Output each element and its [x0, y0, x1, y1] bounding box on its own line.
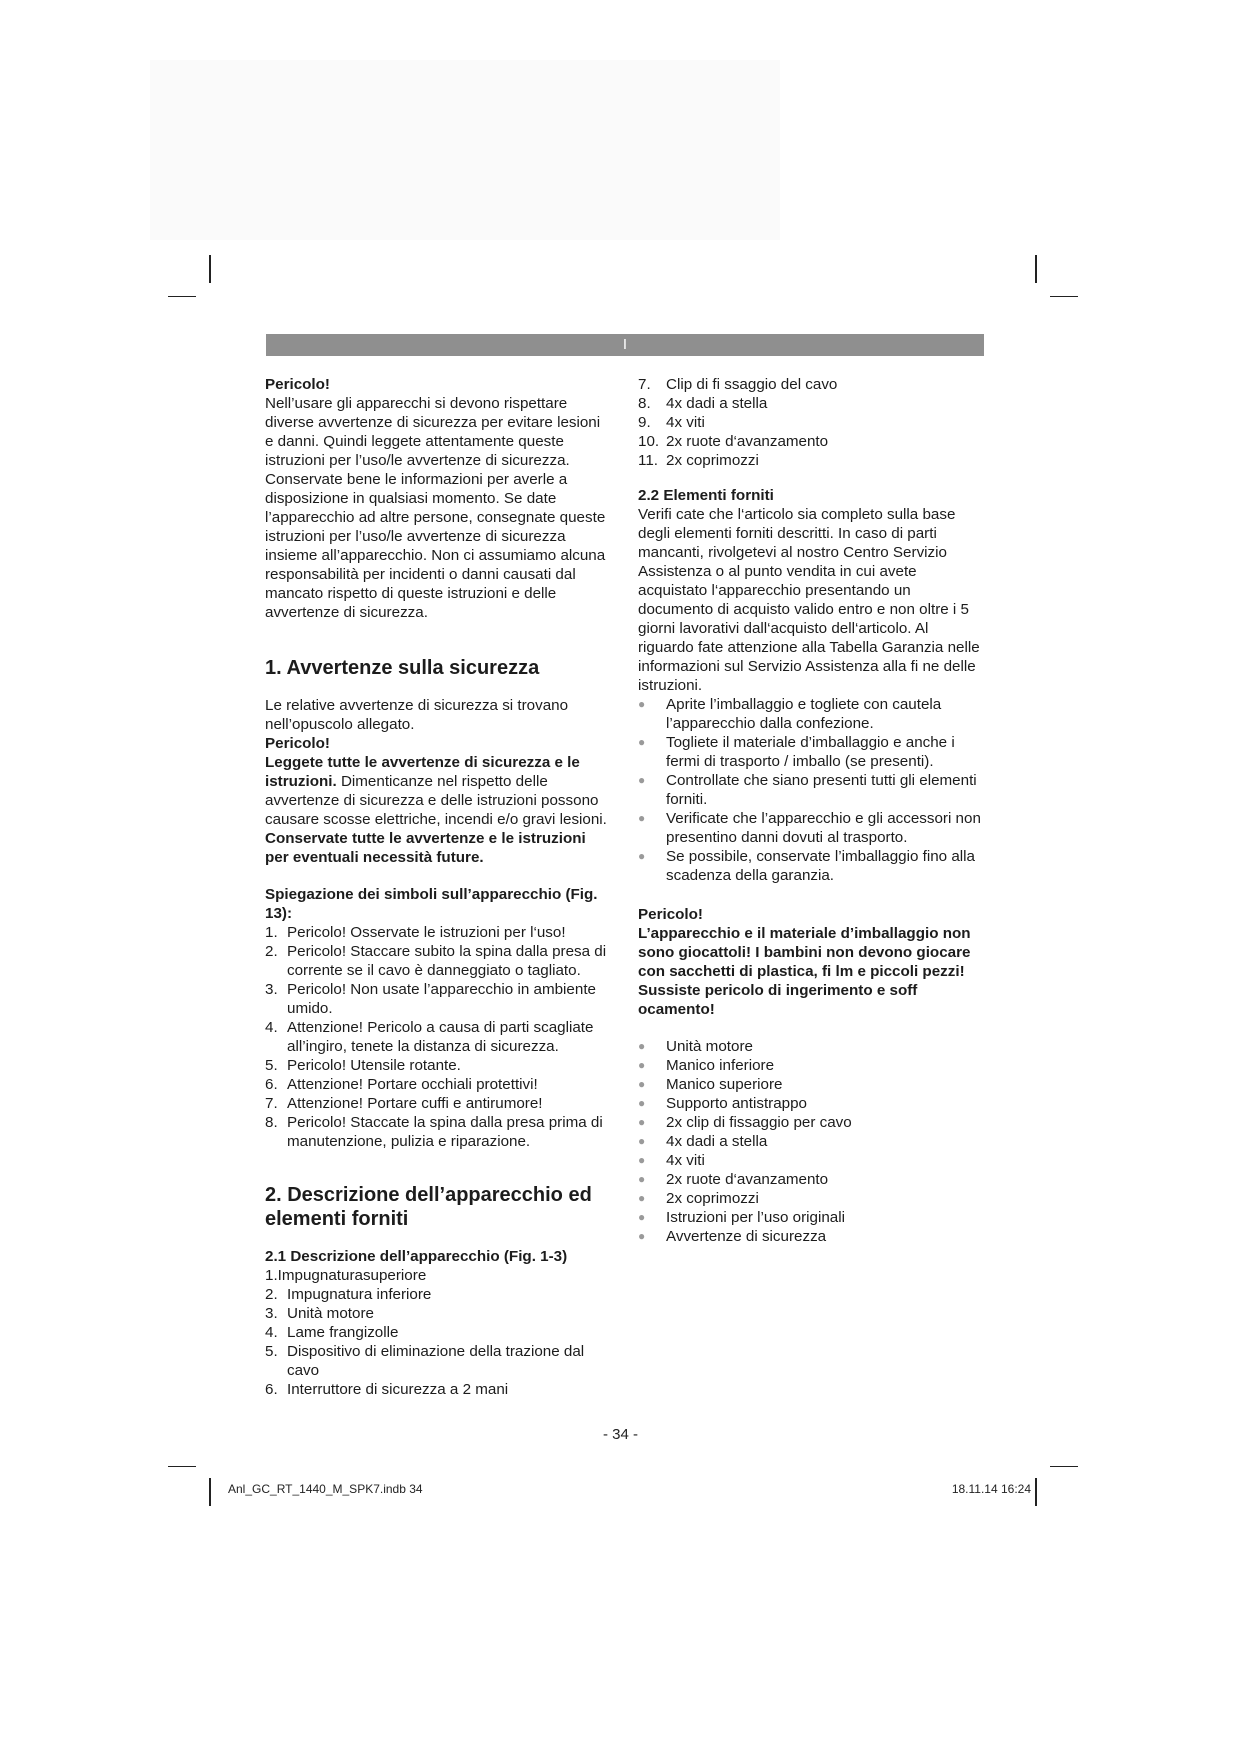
item-number: 8. [265, 1114, 278, 1131]
list-item [265, 1075, 610, 1094]
list-item [638, 1075, 983, 1094]
item-text: 2x clip di fissaggio per cavo [666, 1114, 852, 1131]
item-number: 6. [265, 1381, 278, 1398]
list-item [265, 1018, 610, 1056]
item-text: Pericolo! Non usate l’apparecchio in ambiente umido. [287, 981, 596, 1017]
item-number: 10. [638, 433, 660, 450]
list-item [265, 923, 610, 942]
item-number: 4. [265, 1324, 278, 1341]
scan-shadow [150, 60, 780, 240]
item-text: Attenzione! Portare occhiali protettivi! [287, 1076, 538, 1093]
list-item [638, 1227, 983, 1246]
bullet-icon: ● [638, 1172, 646, 1186]
section-1-title: 1. Avvertenze sulla sicurezza [265, 657, 540, 679]
item-number: 4. [265, 1019, 278, 1036]
list-item [638, 1208, 983, 1227]
section-1-text: Le relative avvertenze di sicurezza si trovano nell’opuscolo allegato. [265, 697, 569, 733]
subsection-2-2-text: Verifi cate che l‘articolo sia completo sulla base degli elementi forniti descritti. In caso di parti mancanti, rivolgetevi al nostro Centro Servizio Assistenza o al punto vendita in cui avete acquistato l‘apparecchio presentando un documento di acquisto valido entro e non oltre i 5 giorni lavorativi dall‘acquisto dell‘articolo. Al riguardo fate attenzione alla Tabella Garanzia nelle informazioni sul Servizio Assistenza alla fi ne delle istruzioni. [638, 506, 980, 694]
bullet-icon: ● [638, 1039, 646, 1053]
item-text: Pericolo! Utensile rotante. [287, 1057, 461, 1074]
item-text: Togliete il materiale d’imballaggio e anche i fermi di trasporto / imballo (se presenti). [666, 734, 955, 770]
crop-mark-bottom-right-h [1050, 1466, 1078, 1467]
bullet-icon: ● [638, 1229, 646, 1243]
item-text: Manico superiore [666, 1076, 783, 1093]
subsection-2-2-title: 2.2 Elementi forniti [638, 487, 774, 504]
item-number: 1. [265, 1267, 278, 1284]
item-text: Se possibile, conservate l’imballaggio fino alla scadenza della garanzia. [666, 848, 975, 884]
item-text: 4x dadi a stella [666, 1133, 768, 1150]
bullet-icon: ● [638, 735, 646, 749]
item-number: 3. [265, 981, 278, 998]
keep-instructions-bold: Conservate tutte le avvertenze e le istruzioni per eventuali necessità future. [265, 830, 586, 866]
crop-mark-bottom-right-v [1035, 1478, 1037, 1506]
list-item [638, 1094, 983, 1113]
list-item [265, 1266, 610, 1285]
read-instructions-paragraph [265, 753, 610, 829]
bullet-icon: ● [638, 811, 646, 825]
read-instructions-text: Dimenticanze nel rispetto delle avvertenze di sicurezza e delle istruzioni possono causare scosse elettriche, incendi e/o gravi lesioni. [265, 773, 607, 828]
list-item [638, 1113, 983, 1132]
bullet-icon: ● [638, 1210, 646, 1224]
item-text: Unità motore [666, 1038, 753, 1055]
unpacking-steps [638, 695, 983, 885]
list-item [638, 451, 983, 470]
bullet-icon: ● [638, 1077, 646, 1091]
item-text: Attenzione! Portare cuffi e antirumore! [287, 1095, 543, 1112]
page-number: - 34 - [602, 1426, 638, 1443]
crop-mark-top-right-h [1050, 296, 1078, 297]
item-text: Supporto antistrappo [666, 1095, 808, 1112]
item-text: Lame frangizolle [287, 1324, 399, 1341]
list-item [638, 1189, 983, 1208]
item-text: Pericolo! Osservate le istruzioni per l‘uso! [287, 924, 566, 941]
item-text: Dispositivo di eliminazione della trazione dal cavo [287, 1343, 585, 1379]
item-text: Pericolo! Staccare subito la spina dalla presa di corrente se il cavo è danneggiato o tagliato. [287, 943, 607, 979]
list-item [638, 1037, 983, 1056]
bullet-icon: ● [638, 697, 646, 711]
item-number: 1. [265, 924, 278, 941]
item-number: 2. [265, 943, 278, 960]
left-column [265, 375, 610, 1399]
list-item [638, 375, 983, 394]
item-text: 2x ruote d‘avanzamento [666, 433, 829, 450]
list-item [265, 980, 610, 1018]
item-text: Impugnaturasuperiore [277, 1267, 427, 1284]
item-number: 3. [265, 1305, 278, 1322]
crop-mark-top-left-v [209, 255, 211, 283]
item-number: 11. [638, 452, 658, 469]
item-text: Clip di fi ssaggio del cavo [666, 376, 838, 393]
list-item [638, 847, 983, 885]
list-item [638, 1170, 983, 1189]
list-item [265, 1113, 610, 1151]
item-number: 7. [265, 1095, 278, 1112]
crop-mark-top-right-v [1035, 255, 1037, 283]
item-number: 2. [265, 1286, 278, 1303]
list-item [265, 1304, 610, 1323]
footer-timestamp: 18.11.14 16:24 [951, 1482, 1031, 1496]
item-text: Unità motore [287, 1305, 374, 1322]
list-item [265, 1342, 610, 1380]
read-instructions-bold: Leggete tutte le avvertenze di sicurezza e le istruzioni. [265, 754, 580, 790]
bullet-icon: ● [638, 849, 646, 863]
symbols-list [265, 923, 610, 1151]
warning-title: Pericolo! [265, 376, 330, 393]
item-text: 4x dadi a stella [666, 395, 768, 412]
bullet-icon: ● [638, 1191, 646, 1205]
crop-mark-top-left-h [168, 296, 196, 297]
list-item [638, 771, 983, 809]
bullet-icon: ● [638, 1134, 646, 1148]
parts-list [265, 1266, 610, 1399]
section-2-title: 2. Descrizione dell’apparecchio ed elementi forniti [265, 1184, 592, 1230]
item-text: Attenzione! Pericolo a causa di parti scagliate all’ingiro, tenete la distanza di sicurezza. [287, 1019, 594, 1055]
warning-text-3: L’apparecchio e il materiale d’imballaggio non sono giocattoli! I bambini non devono giocare con sacchetti di plastica, fi lm e piccoli pezzi! Sussiste pericolo di ingerimento e soff ocamento! [638, 925, 971, 1018]
item-text: Aprite l’imballaggio e togliete con cautela l’apparecchio dalla confezione. [666, 696, 942, 732]
bullet-icon: ● [638, 1115, 646, 1129]
warning-text: Nell’usare gli apparecchi si devono rispettare diverse avvertenze di sicurezza per evitare lesioni e danni. Quindi leggete attentamente queste istruzioni per l’uso/le avvertenze di sicurezza. Conservate bene le informazioni per averle a disposizione in qualsiasi momento. Se date l’apparecchio ad altre persone, consegnate queste istruzioni per l’uso/le avvertenze di sicurezza insieme all’apparecchio. Non ci assumiamo alcuna responsabilità per incidenti o danni causati dal mancato rispetto di queste istruzioni e delle avvertenze di sicurezza. [265, 395, 606, 621]
item-number: 5. [265, 1057, 278, 1074]
bullet-icon: ● [638, 773, 646, 787]
item-text: Pericolo! Staccate la spina dalla presa prima di manutenzione, pulizia e riparazione. [287, 1114, 603, 1150]
list-item [638, 1151, 983, 1170]
symbols-title: Spiegazione dei simboli sull’apparecchio (Fig. 13): [265, 886, 598, 922]
warning-title-2: Pericolo! [265, 735, 330, 752]
item-text: Impugnatura inferiore [287, 1286, 432, 1303]
item-number: 8. [638, 395, 651, 412]
warning-title-3: Pericolo! [638, 906, 703, 923]
list-item [638, 695, 983, 733]
item-text: 4x viti [666, 414, 705, 431]
subsection-2-1-title: 2.1 Descrizione dell’apparecchio (Fig. 1-3) [265, 1248, 568, 1265]
list-item [265, 1094, 610, 1113]
list-item [638, 432, 983, 451]
list-item [265, 1380, 610, 1399]
list-item [638, 733, 983, 771]
supplied-items-list [638, 1037, 983, 1246]
crop-mark-bottom-left-v [209, 1478, 211, 1506]
list-item [638, 394, 983, 413]
list-item [638, 1132, 983, 1151]
right-column [638, 375, 983, 1246]
item-text: 2x ruote d‘avanzamento [666, 1171, 829, 1188]
list-item [265, 1056, 610, 1075]
list-item [638, 809, 983, 847]
item-number: 9. [638, 414, 651, 431]
language-header-bar [266, 334, 984, 356]
bullet-icon: ● [638, 1058, 646, 1072]
item-text: Manico inferiore [666, 1057, 775, 1074]
item-text: 4x viti [666, 1152, 705, 1169]
list-item [265, 1323, 610, 1342]
list-item [638, 1056, 983, 1075]
item-text: 2x coprimozzi [666, 452, 759, 469]
list-item [265, 942, 610, 980]
bullet-icon: ● [638, 1096, 646, 1110]
item-number: 7. [638, 376, 651, 393]
parts-list-continued [638, 375, 983, 470]
item-text: Istruzioni per l’uso originali [666, 1209, 845, 1226]
item-text: Controllate che siano presenti tutti gli elementi forniti. [666, 772, 977, 808]
item-number: 6. [265, 1076, 278, 1093]
item-text: 2x coprimozzi [666, 1190, 759, 1207]
bullet-icon: ● [638, 1153, 646, 1167]
list-item [638, 413, 983, 432]
list-item [265, 1285, 610, 1304]
item-text: Verificate che l’apparecchio e gli accessori non presentino danni dovuti al trasporto. [666, 810, 981, 846]
crop-mark-bottom-left-h [168, 1466, 196, 1467]
item-text: Interruttore di sicurezza a 2 mani [287, 1381, 509, 1398]
item-number: 5. [265, 1343, 278, 1360]
language-code: I [622, 336, 628, 353]
footer-filename: Anl_GC_RT_1440_M_SPK7.indb 34 [228, 1482, 423, 1496]
item-text: Avvertenze di sicurezza [666, 1228, 827, 1245]
